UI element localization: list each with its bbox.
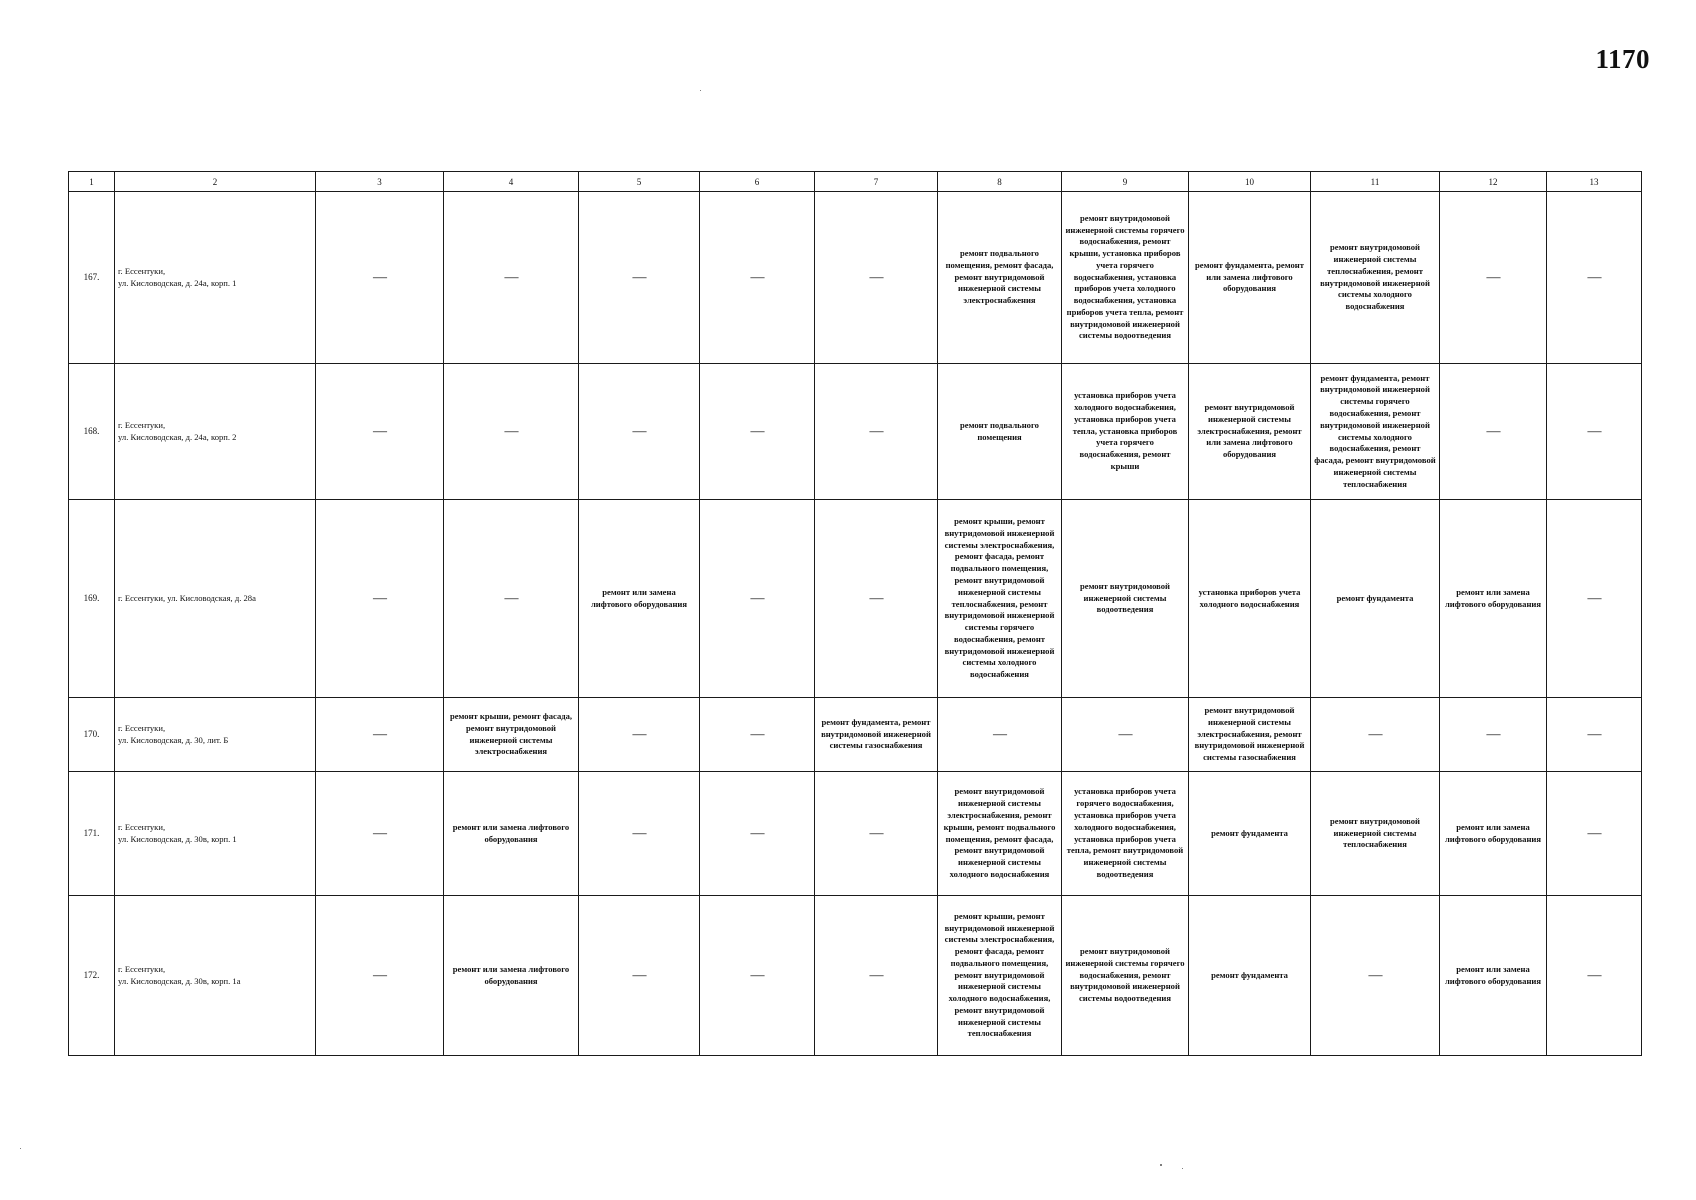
address-line: ул. Кисловодская, д. 30, лит. Б <box>118 734 229 745</box>
address-line: г. Ессентуки, ул. Кисловодская, д. 28а <box>118 592 256 603</box>
address-cell <box>115 698 316 772</box>
column-header: 4 <box>444 172 579 192</box>
table-cell: ремонт фундамента <box>1311 500 1440 698</box>
address-line: г. Ессентуки, <box>118 419 166 430</box>
address-cell <box>115 772 316 896</box>
table-cell: — <box>316 896 444 1056</box>
table-cell: — <box>579 772 700 896</box>
column-header: 3 <box>316 172 444 192</box>
table-cell: — <box>316 364 444 500</box>
table-cell: — <box>444 192 579 364</box>
scan-speck <box>1160 1164 1162 1166</box>
column-header: 7 <box>815 172 938 192</box>
table-row <box>69 364 1642 500</box>
table-cell: установка приборов учета горячего водоснабжения, установка приборов учета холодного водоснабжения, установка приборов учета тепла, ремонт внутридомовой инженерной системы водоотведения <box>1062 772 1189 896</box>
table-cell: ремонт фундамента <box>1189 772 1311 896</box>
table-cell: — <box>1440 698 1547 772</box>
address-cell <box>115 500 316 698</box>
table-row <box>69 192 1642 364</box>
column-header: 12 <box>1440 172 1547 192</box>
table-cell: — <box>316 500 444 698</box>
table-cell: ремонт крыши, ремонт фасада, ремонт внутридомовой инженерной системы электроснабжения <box>444 698 579 772</box>
table-cell: ремонт внутридомовой инженерной системы горячего водоснабжения, ремонт внутридомовой инженерной системы водоотведения <box>1062 896 1189 1056</box>
table-cell: ремонт или замена лифтового оборудования <box>1440 772 1547 896</box>
row-number: 171. <box>69 772 115 896</box>
table-cell: — <box>316 698 444 772</box>
column-header: 5 <box>579 172 700 192</box>
table-cell: — <box>444 500 579 698</box>
scan-speck <box>1182 1168 1183 1169</box>
table-cell: ремонт фундамента, ремонт внутридомовой инженерной системы газоснабжения <box>815 698 938 772</box>
row-number: 167. <box>69 192 115 364</box>
table-cell: — <box>1547 500 1642 698</box>
repair-schedule-table <box>68 171 1642 1056</box>
table-cell: — <box>700 698 815 772</box>
address-cell <box>115 364 316 500</box>
table-cell: — <box>1547 772 1642 896</box>
table-row <box>69 772 1642 896</box>
table-cell: — <box>316 192 444 364</box>
table-cell: ремонт внутридомовой инженерной системы электроснабжения, ремонт или замена лифтового оборудования <box>1189 364 1311 500</box>
table-cell: — <box>815 500 938 698</box>
table-cell: ремонт или замена лифтового оборудования <box>1440 896 1547 1056</box>
table-cell: ремонт внутридомовой инженерной системы электроснабжения, ремонт крыши, ремонт подвального помещения, ремонт фасада, ремонт внутридомовой инженерной системы холодного водоснабжения <box>938 772 1062 896</box>
column-header: 13 <box>1547 172 1642 192</box>
table-cell: ремонт подвального помещения, ремонт фасада, ремонт внутридомовой инженерной системы электроснабжения <box>938 192 1062 364</box>
table-cell: ремонт внутридомовой инженерной системы теплоснабжения <box>1311 772 1440 896</box>
column-header: 10 <box>1189 172 1311 192</box>
address-line: г. Ессентуки, <box>118 722 166 733</box>
table-cell: ремонт или замена лифтового оборудования <box>444 896 579 1056</box>
table-cell: ремонт фундамента, ремонт внутридомовой инженерной системы горячего водоснабжения, ремонт внутридомовой инженерной системы холодного водоснабжения, ремонт фасада, ремонт внутридомовой инженерной системы теплоснабжения <box>1311 364 1440 500</box>
address-line: г. Ессентуки, <box>118 265 166 276</box>
table-cell: — <box>316 772 444 896</box>
table-cell: — <box>815 364 938 500</box>
row-number: 169. <box>69 500 115 698</box>
table-cell: установка приборов учета холодного водоснабжения, установка приборов учета тепла, установка приборов учета горячего водоснабжения, ремонт крыши <box>1062 364 1189 500</box>
column-header: 6 <box>700 172 815 192</box>
address-cell <box>115 192 316 364</box>
column-header: 1 <box>69 172 115 192</box>
address-line: г. Ессентуки, <box>118 821 166 832</box>
table-row <box>69 896 1642 1056</box>
table-cell: — <box>700 896 815 1056</box>
address-line: ул. Кисловодская, д. 24а, корп. 2 <box>118 431 237 442</box>
table-cell: — <box>1547 698 1642 772</box>
table-cell: — <box>815 192 938 364</box>
table-cell: — <box>1311 896 1440 1056</box>
table-cell: — <box>700 192 815 364</box>
table-cell: — <box>579 896 700 1056</box>
table-cell: — <box>700 772 815 896</box>
table-cell: — <box>1311 698 1440 772</box>
table-cell: установка приборов учета холодного водоснабжения <box>1189 500 1311 698</box>
column-header: 9 <box>1062 172 1189 192</box>
table-cell: — <box>1547 896 1642 1056</box>
column-header: 11 <box>1311 172 1440 192</box>
address-line: г. Ессентуки, <box>118 963 166 974</box>
table-cell: — <box>579 192 700 364</box>
address-line: ул. Кисловодская, д. 24а, корп. 1 <box>118 277 237 288</box>
table-cell: — <box>700 500 815 698</box>
table-cell: — <box>1547 192 1642 364</box>
table-cell: — <box>938 698 1062 772</box>
column-header: 8 <box>938 172 1062 192</box>
table-cell: — <box>815 772 938 896</box>
table-cell: ремонт внутридомовой инженерной системы горячего водоснабжения, ремонт крыши, установка приборов учета горячего водоснабжения, установка приборов учета холодного водоснабжения, установка приборов учета тепла, ремонт внутридомовой инженерной системы водоотведения <box>1062 192 1189 364</box>
row-number: 170. <box>69 698 115 772</box>
scan-speck <box>700 90 701 91</box>
table-cell: ремонт крыши, ремонт внутридомовой инженерной системы электроснабжения, ремонт фасада, ремонт подвального помещения, ремонт внутридомовой инженерной системы холодного водоснабжения, ремонт внутридомовой инженерной системы теплоснабжения <box>938 896 1062 1056</box>
table-cell: ремонт фундамента <box>1189 896 1311 1056</box>
table-cell: ремонт внутридомовой инженерной системы водоотведения <box>1062 500 1189 698</box>
table-cell: ремонт или замена лифтового оборудования <box>444 772 579 896</box>
table-cell: ремонт внутридомовой инженерной системы теплоснабжения, ремонт внутридомовой инженерной системы холодного водоснабжения <box>1311 192 1440 364</box>
table-cell: — <box>1062 698 1189 772</box>
table-cell: — <box>1440 192 1547 364</box>
table-cell: — <box>815 896 938 1056</box>
column-header: 2 <box>115 172 316 192</box>
table-cell: — <box>1547 364 1642 500</box>
page-number: 1170 <box>1595 44 1650 74</box>
table-cell: ремонт крыши, ремонт внутридомовой инженерной системы электроснабжения, ремонт фасада, ремонт подвального помещения, ремонт внутридомовой инженерной системы теплоснабжения, ремонт внутридомовой инженерной системы горячего водоснабжения, ремонт внутридомовой инженерной системы холодного водоснабжения <box>938 500 1062 698</box>
scan-speck <box>20 1148 21 1149</box>
table-cell: ремонт или замена лифтового оборудования <box>579 500 700 698</box>
address-cell <box>115 896 316 1056</box>
address-line: ул. Кисловодская, д. 30в, корп. 1а <box>118 975 241 986</box>
table-cell: ремонт внутридомовой инженерной системы электроснабжения, ремонт внутридомовой инженерной системы газоснабжения <box>1189 698 1311 772</box>
column-number-row <box>69 172 1642 192</box>
table-cell: — <box>444 364 579 500</box>
table-cell: ремонт или замена лифтового оборудования <box>1440 500 1547 698</box>
row-number: 172. <box>69 896 115 1056</box>
table-cell: — <box>1440 364 1547 500</box>
table-cell: — <box>700 364 815 500</box>
table-row <box>69 698 1642 772</box>
row-number: 168. <box>69 364 115 500</box>
table-cell: ремонт фундамента, ремонт или замена лифтового оборудования <box>1189 192 1311 364</box>
table-cell: — <box>579 698 700 772</box>
table-cell: — <box>579 364 700 500</box>
table-row <box>69 500 1642 698</box>
table-cell: ремонт подвального помещения <box>938 364 1062 500</box>
address-line: ул. Кисловодская, д. 30в, корп. 1 <box>118 833 237 844</box>
